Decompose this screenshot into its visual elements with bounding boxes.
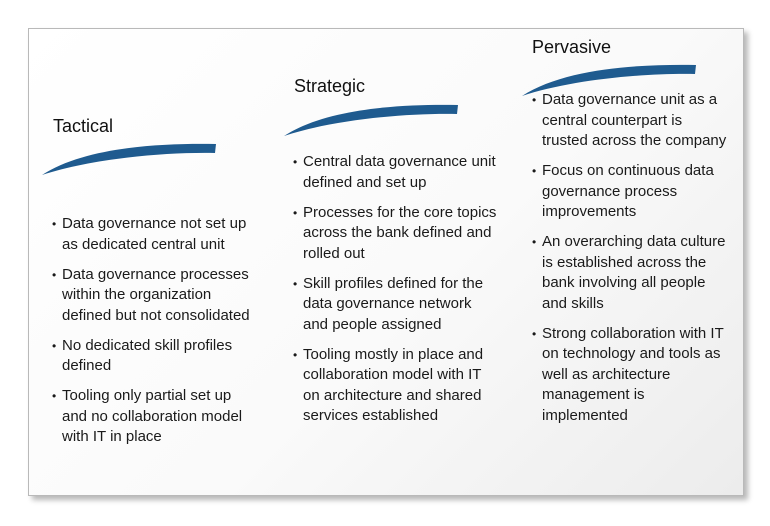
stage-bullet: • Processes for the core topics across the bank defined and rolled out [293, 203, 498, 265]
stage-list-tactical [52, 214, 257, 457]
stage-bullet: • An overarching data culture is established across the bank involving all people and skills [532, 232, 732, 314]
stage-bullet: • Skill profiles defined for the data governance network and people assigned [293, 274, 498, 336]
swoosh-strategic-icon [282, 102, 462, 138]
stage-bullet: • Focus on continuous data governance process improvements [532, 161, 732, 223]
stage-bullet: • Tooling mostly in place and collaboration model with IT on architecture and shared services established [293, 345, 498, 427]
stage-bullet: • Data governance unit as a central counterpart is trusted across the company [532, 90, 732, 152]
stage-bullet: • Tooling only partial set up and no collaboration model with IT in place [52, 386, 257, 448]
stage-bullet: • Data governance not set up as dedicated central unit [52, 214, 257, 255]
stage-list-pervasive [532, 90, 732, 436]
swoosh-tactical-icon [40, 141, 220, 177]
stage-bullet: • No dedicated skill profiles defined [52, 336, 257, 377]
stage-bullet: • Strong collaboration with IT on technology and tools as well as architecture management is implemented [532, 324, 732, 427]
stage-title-tactical: Tactical [53, 116, 114, 136]
stage-title-strategic: Strategic [294, 76, 366, 96]
stage-list-strategic [293, 152, 498, 436]
stage-bullet: • Data governance processes within the organization defined but not consolidated [52, 265, 257, 327]
stage-title-pervasive: Pervasive [532, 37, 612, 57]
stage-bullet: • Central data governance unit defined and set up [293, 152, 498, 193]
